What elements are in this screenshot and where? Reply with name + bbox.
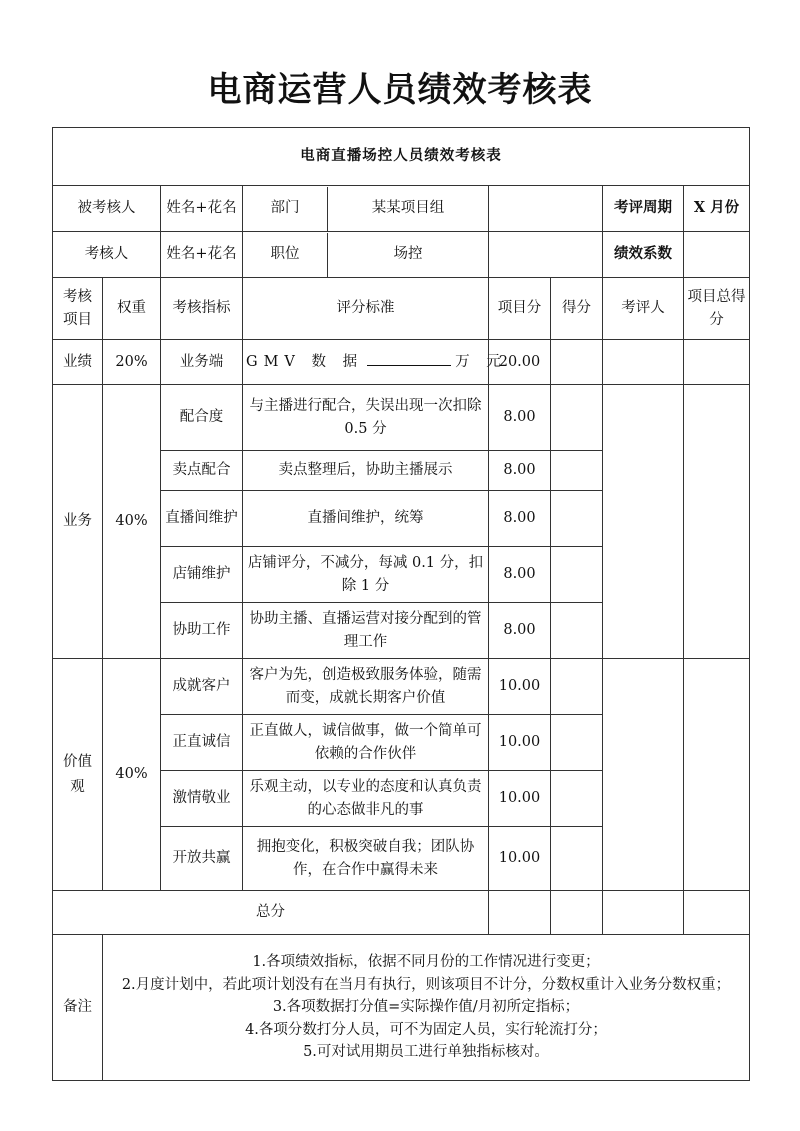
header-weight: 权重: [103, 278, 161, 340]
position-value-ext: [489, 232, 603, 278]
item-points: 8.00: [489, 547, 551, 603]
header-item-score: 项目分: [489, 278, 551, 340]
item-points: 8.00: [489, 491, 551, 547]
item-total-cell[interactable]: [684, 659, 750, 891]
section-weight: 40%: [103, 385, 161, 659]
gmv-prefix: GMV 数 据: [246, 353, 364, 370]
note-line: 1.各项绩效指标，依据不同月份的工作情况进行变更；: [252, 954, 600, 971]
score-cell[interactable]: [551, 451, 603, 491]
note-line: 2.月度计划中，若此项计划没有在当月有执行，则该项目不计分，分数权重计入业务分数权重；: [121, 976, 731, 993]
assessee-label: 被考核人: [53, 186, 161, 232]
indicator: 直播间维护: [161, 491, 243, 547]
item-points: 8.00: [489, 385, 551, 451]
reviewer-cell[interactable]: [603, 340, 684, 385]
item-points: 8.00: [489, 451, 551, 491]
criteria: 直播间维护，统筹: [243, 491, 489, 547]
position-cell: [243, 232, 489, 278]
coef-value: [684, 232, 750, 278]
criteria: 与主播进行配合，失误出现一次扣除 0.5 分: [243, 385, 489, 451]
item-points: 10.00: [489, 659, 551, 715]
dept-cell: [243, 186, 489, 232]
item-total-cell[interactable]: [684, 340, 750, 385]
criteria-gmv: [243, 340, 507, 385]
indicator: 协助工作: [161, 603, 243, 659]
indicator: 成就客户: [161, 659, 243, 715]
score-cell[interactable]: [551, 659, 603, 715]
criteria: 店铺评分，不减分，每减 0.1 分，扣除 1 分: [243, 547, 489, 603]
indicator: 开放共赢: [161, 827, 243, 891]
form-title: 电商直播场控人员绩效考核表: [53, 128, 750, 186]
position-label: 职位: [243, 233, 328, 277]
note-line: 3.各项数据打分值=实际操作值/月初所定指标；: [272, 999, 580, 1016]
header-item-total: 项目总得分: [684, 278, 750, 340]
total-item-cell[interactable]: [684, 891, 750, 935]
item-points: 20.00: [489, 340, 551, 385]
indicator: 配合度: [161, 385, 243, 451]
header-reviewer: 考评人: [603, 278, 684, 340]
total-points-cell[interactable]: [489, 891, 551, 935]
item-points: 10.00: [489, 827, 551, 891]
score-cell[interactable]: [551, 385, 603, 451]
document-title: 电商运营人员绩效考核表: [207, 70, 593, 110]
dept-value: 某某项目组: [371, 200, 445, 217]
assessment-table: [52, 127, 750, 1081]
section-name: 业绩: [53, 340, 103, 385]
total-reviewer-cell[interactable]: [603, 891, 684, 935]
score-cell[interactable]: [551, 603, 603, 659]
gmv-blank[interactable]: [367, 351, 451, 366]
score-cell[interactable]: [551, 491, 603, 547]
indicator: 业务端: [161, 340, 243, 385]
dept-value-ext: [489, 186, 603, 232]
period-value: X 月份: [684, 186, 750, 232]
position-value: 场控: [393, 246, 423, 263]
indicator: 卖点配合: [161, 451, 243, 491]
indicator: 激情敬业: [161, 771, 243, 827]
score-cell[interactable]: [551, 827, 603, 891]
section-name: [53, 659, 103, 891]
criteria: 拥抱变化，积极突破自我；团队协作，在合作中赢得未来: [243, 827, 489, 891]
period-label: 考评周期: [603, 186, 684, 232]
section-name-text: 价值观: [62, 753, 92, 795]
indicator: 店铺维护: [161, 547, 243, 603]
item-points: 10.00: [489, 771, 551, 827]
indicator: 正直诚信: [161, 715, 243, 771]
total-score-cell[interactable]: [551, 891, 603, 935]
header-criteria: 评分标准: [243, 278, 489, 340]
note-line: 5.可对试用期员工进行单独指标核对。: [303, 1044, 549, 1061]
item-total-cell[interactable]: [684, 385, 750, 659]
assessor-value: 姓名+花名: [161, 232, 243, 278]
total-label: 总分: [53, 891, 489, 935]
score-cell[interactable]: [551, 715, 603, 771]
header-indicator: 考核指标: [161, 278, 243, 340]
note-line: 4.各项分数打分人员，可不为固定人员，实行轮流打分；: [245, 1021, 607, 1038]
assessor-label: 考核人: [53, 232, 161, 278]
section-weight: 40%: [103, 659, 161, 891]
header-item: 考核项目: [53, 278, 103, 340]
criteria: 乐观主动，以专业的态度和认真负责的心态做非凡的事: [243, 771, 489, 827]
score-cell[interactable]: [551, 771, 603, 827]
criteria: 正直做人，诚信做事，做一个简单可依赖的合作伙伴: [243, 715, 489, 771]
item-points: 10.00: [489, 715, 551, 771]
criteria: 协助主播、直播运营对接分配到的管理工作: [243, 603, 489, 659]
gmv-suffix: 万 元: [455, 353, 507, 370]
reviewer-cell[interactable]: [603, 659, 684, 891]
section-name: 业务: [53, 385, 103, 659]
dept-label: 部门: [243, 187, 328, 231]
criteria: 客户为先，创造极致服务体验，随需而变，成就长期客户价值: [243, 659, 489, 715]
section-weight: 20%: [103, 340, 161, 385]
assessee-value: 姓名+花名: [161, 186, 243, 232]
notes-label: 备注: [53, 935, 103, 1081]
score-cell[interactable]: [551, 340, 603, 385]
item-points: 8.00: [489, 603, 551, 659]
header-score: 得分: [551, 278, 603, 340]
reviewer-cell[interactable]: [603, 385, 684, 659]
coef-label: 绩效系数: [603, 232, 684, 278]
score-cell[interactable]: [551, 547, 603, 603]
notes-content: [103, 935, 750, 1081]
criteria: 卖点整理后，协助主播展示: [243, 451, 489, 491]
